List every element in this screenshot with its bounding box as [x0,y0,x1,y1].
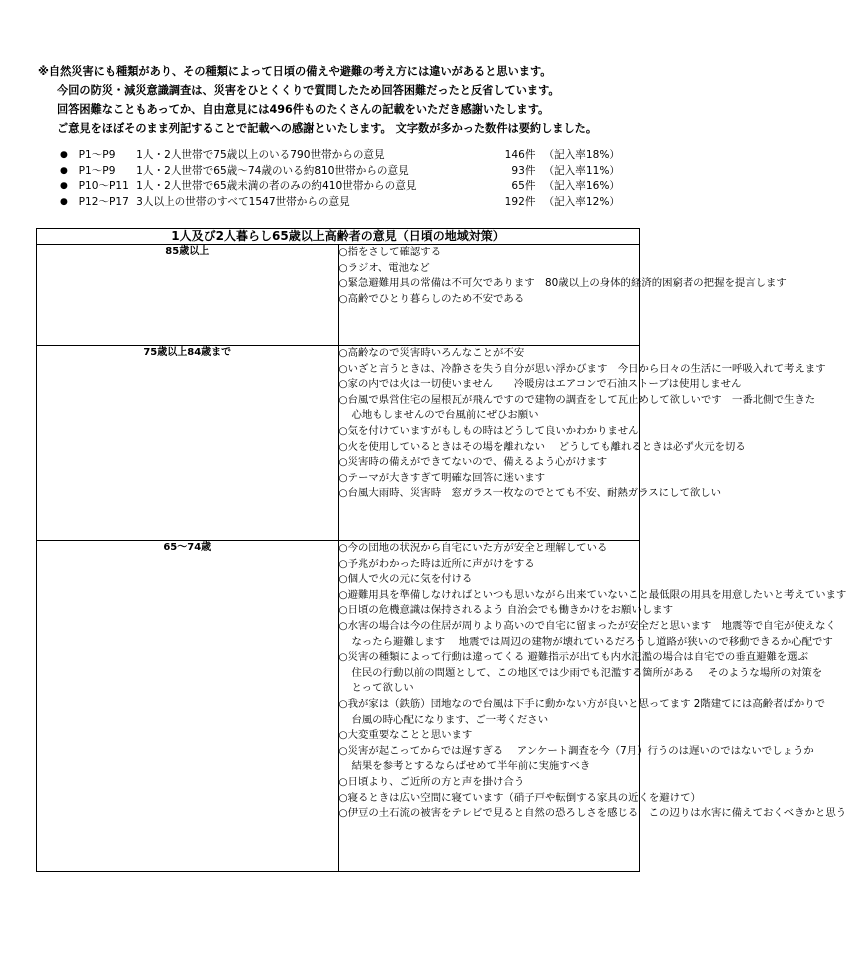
stat-row [60,148,620,164]
opinion-item [338,276,787,292]
opinion-item [339,572,640,588]
opinion-text: ○指をさして確認する [338,246,442,258]
stat-row [60,179,620,195]
opinions-table [36,228,846,872]
intro-notes [38,62,658,138]
opinion-item [338,791,701,807]
opinion-text: ○家の内では火は一切使いません 冷暖房はエアコンで石油ストーブは使用しません [338,378,742,391]
stat-desc: 1人・2人世帯で75歳以上のいる790世帯からの意見 [136,149,385,161]
opinion-text: ○ラジオ、電池など [338,261,430,274]
opinion-text: ○火を使用しているときはその場を離れない どうしても離れるときは必ず火元を切る [338,440,746,453]
stat-bullet: ● [60,181,68,191]
stat-row [60,195,620,211]
opinion-text: 台風の時心配になります、ご一考ください [351,713,549,726]
opinion-text: ○我が家は（鉄筋）団地なので台風は下手に動かない方が良いと思ってます 2階建てには高齢者ばかりで [338,697,826,710]
opinion-text: ○災害が起こってからでは遅すぎる アンケート調査を今（7月）行うのは遅いのではないでしょうか [338,744,814,757]
age-label: 65～74歳 [163,542,212,553]
stat-count: 93件 [511,164,536,177]
opinion-text: ○今の団地の状況から自宅にいた方が安全と理解している [338,542,608,554]
opinion-text: 結果を参考とするならばせめて半年前に実施すべき [351,760,591,773]
opinion-item [338,806,846,822]
opinion-text: ○災害時の備えができてないので、備えるよう心がけます [338,456,608,469]
stat-bullet: ● [60,196,68,207]
opinion-item [339,471,640,487]
stat-rate: （記入率12%） [543,195,620,208]
age-label: 75歳以上84歳まで [143,347,232,358]
opinion-item [339,541,640,557]
opinion-item [339,261,640,277]
opinion-text: ○日頃より、ご近所の方と声を掛け合う [338,775,525,788]
opinion-item [338,377,742,393]
stat-bullet: ● [60,165,68,176]
opinion-item [339,292,640,308]
stat-count: 65件 [511,180,536,192]
intro-line: 今回の防災・減災意識調査は、災害をひとくくりで質問したため回答困難だったと反省しています。 [57,84,560,97]
stat-desc: 3人以上の世帯のすべて1547世帯からの意見 [136,195,350,208]
opinion-text: ○予兆がわかった時は近所に声がけをする [338,557,535,570]
opinion-text: なったら避難します 地震では周辺の建物が壊れているだろうし道路が狭いので移動できるか心配です [351,635,833,648]
opinion-item [338,697,826,728]
table-title: 1人及び2人暮らし65歳以上高齢者の意見（日頃の地域対策） [37,229,640,245]
opinion-item [338,603,673,619]
opinion-item [339,346,640,362]
stat-desc: 1人・2人世帯で65歳～74歳のいる約810世帯からの意見 [136,164,409,177]
opinion-item [338,619,836,650]
opinion-text: ○気を付けていますがもしもの時はどうして良いかわかりません [338,424,639,437]
opinion-text: ○寝るときは広い空間に寝ています（硝子戸や転倒する家具の近くを避けて） [338,791,701,804]
opinion-item [339,424,640,440]
age-group-85-plus [37,245,339,346]
opinion-item [339,455,640,471]
opinion-item [338,486,722,502]
opinion-text: 心地もしませんので台風前にぜひお願い [351,409,539,422]
opinion-text: 住民の行動以前の問題として、この地区では少雨でも氾濫する箇所がある そのような場所の対策を [351,666,823,679]
opinions-65-74 [338,541,846,872]
stat-count: 192件 [504,195,536,208]
opinion-text: とって欲しい [351,682,414,695]
stat-rate: （記入率11%） [543,164,620,177]
opinion-text: ○日頃の危機意識は保持されるよう 自治会でも働きかけをお願いします [338,604,673,617]
opinion-text: ○個人で火の元に気を付ける [338,573,473,586]
stat-range: P1～P9 [78,149,116,161]
opinion-item [339,728,640,744]
stat-rate: （記入率16%） [543,180,620,192]
response-stats [60,148,620,210]
opinions-75-84 [338,346,826,541]
opinion-text: ○水害の場合は今の住居が周りより高いので自宅に留まったが安全だと思います 地震等で自宅が使えなく [338,619,836,632]
stat-range: P12～P17 [78,195,129,208]
intro-line: ご意見をほぼそのまま列記することで記載への感謝といたします。 文字数が多かった数件は要約しました。 [57,122,598,135]
stat-bullet: ● [60,150,68,160]
opinion-text: ○高齢でひとり暮らしのため不安である [338,292,525,305]
opinion-text: ○伊豆の土石流の被害をテレビで見ると自然の恐ろしさを感じる この辺りは水害に備えておくべきかと思う [338,807,846,820]
opinion-text: ○高齢なので災害時いろんなことが不安 [338,347,525,359]
intro-line: 回答困難なこともあってか、自由意見には496件ものたくさんの記載をいただき感謝いたします。 [57,103,550,116]
opinions-85-plus [338,245,787,346]
opinion-item [338,650,823,697]
opinion-text: ○緊急避難用具の常備は不可欠であります 80歳以上の身体的経済的困窮者の把握を提言します [338,277,787,290]
opinion-item [339,557,640,573]
stat-range: P10～P11 [78,180,129,192]
opinion-item [338,440,746,456]
age-group-65-74 [37,541,339,872]
opinion-item [338,744,814,775]
opinion-item [339,775,640,791]
stat-count: 146件 [504,149,536,161]
opinion-text: ○台風で県営住宅の屋根瓦が飛んですので建物の調査をして瓦止めして欲しいです 一番北側で生きた [338,393,816,406]
stat-rate: （記入率18%） [543,149,620,161]
opinion-item [339,245,640,261]
opinion-item [338,393,816,424]
stat-row [60,164,620,180]
opinion-text: ○大変重要なことと思います [338,729,473,742]
opinion-item [338,362,826,378]
age-label: 85歳以上 [165,246,210,257]
opinion-text: ○災害の種類によって行動は違ってくる 避難指示が出ても内水氾濫の場合は自宅での垂直避難を選ぶ [338,651,809,664]
opinion-item [338,588,846,604]
opinion-text: ○いざと言うときは、冷静さを失う自分が思い浮かびます 今日から日々の生活に一呼吸入れて考えます [338,362,826,375]
intro-line: ※自然災害にも種類があり、その種類によって日頃の備えや避難の考え方には違いがあると思います。 [38,65,552,78]
stat-range: P1～P9 [78,164,116,177]
opinion-text: ○テーマが大きすぎて明確な回答に迷います [338,471,545,484]
age-group-75-84 [37,346,339,541]
opinion-text: ○避難用具を準備しなければといつも思いながら出来ていないこと最低限の用具を用意したいと考えています [338,588,846,601]
stat-desc: 1人・2人世帯で65歳未満の者のみの約410世帯からの意見 [136,180,417,192]
opinion-text: ○台風大雨時、災害時 窓ガラス一枚なのでとても不安、耐熱ガラスにして欲しい [338,487,722,500]
